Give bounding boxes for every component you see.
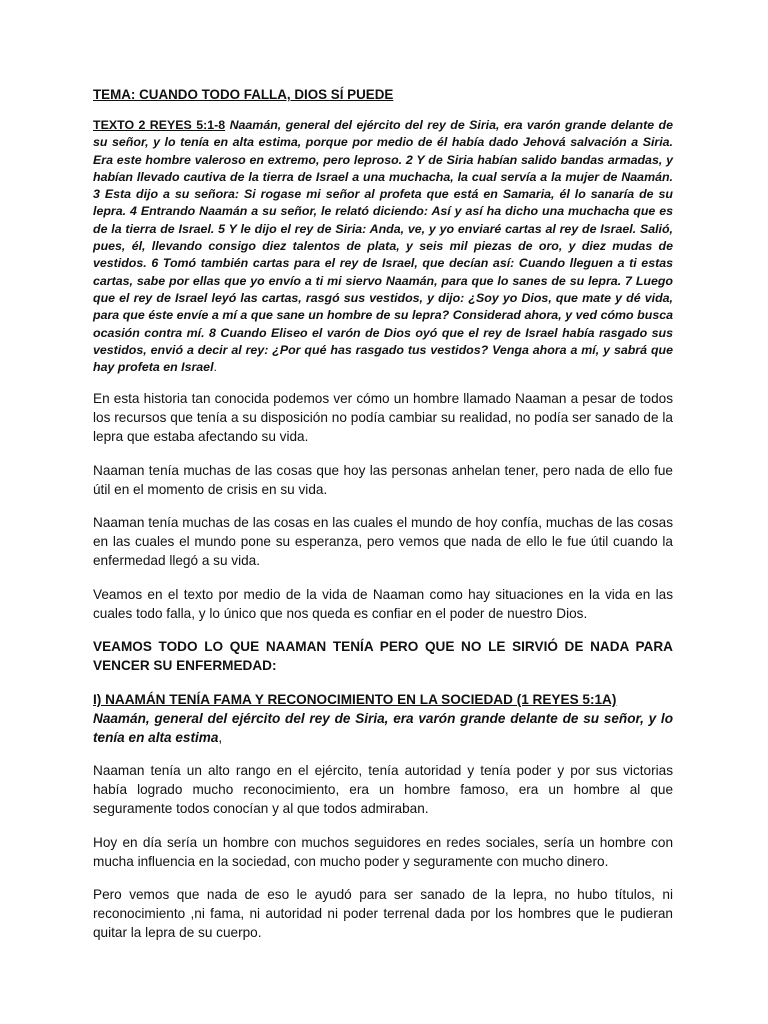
paragraph-4: Veamos en el texto por medio de la vida de Naaman como hay situaciones en la vida en las cuales todo falla, y lo único que nos queda es confiar en el poder de nuestro Dios. (93, 586, 673, 621)
paragraph-1: En esta historia tan conocida podemos ver cómo un hombre llamado Naaman a pesar de todos los recursos que tenía a su disposición no podía cambiar su realidad, no podía ser sanado de la lepra que estaba afectando su vida. (93, 391, 673, 445)
document-page (93, 86, 673, 958)
section-1-quote: Naamán, general del ejército del rey de Siria, era varón grande delante de su señor, y lo tenía en alta estima (93, 710, 673, 745)
scripture-text: Naamán, general del ejército del rey de Siria, era varón grande delante de su señor, y lo tenía en alta estima, porque por medio de él había dado Jehová salvación a Siria. Era este hombre valeroso en extremo, pero leproso. 2 Y de Siria habían salido bandas armadas, y habían llevado cautiva de la tierra de Israel a una muchacha, la cual servía a la mujer de Naamán. 3 Esta dijo a su señora: Si rogase mi señor al profeta que está en Samaria, él lo sanaría de su lepra. 4 Entrando Naamán a su señor, le relató diciendo: Así y así ha dicho una muchacha que es de la tierra de Israel. 5 Y le dijo el rey de Siria: Anda, ve, y yo enviaré cartas al rey de Israel. Salió, pues, él, llevando consigo diez talentos de plata, y seis mil piezas de oro, y diez mudas de vestidos. 6 Tomó también cartas para el rey de Israel, que decían así: Cuando lleguen a ti estas cartas, sabe por ellas que yo envío a ti mi siervo Naamán, para que lo sanes de su lepra. 7 Luego que el rey de Israel leyó las cartas, rasgó sus vestidos, y dijo: ¿Soy yo Dios, que mate y dé vida, para que éste envíe a mí a que sane un hombre de su lepra? Considerad ahora, y ved cómo busca ocasión contra mí. 8 Cuando Eliseo el varón de Dios oyó que el rey de Israel había rasgado sus vestidos, envió a decir al rey: ¿Por qué has rasgado tus vestidos? Venga ahora a mí, y sabrá que hay profeta en Israel (93, 118, 674, 375)
document-title: TEMA: CUANDO TODO FALLA, DIOS SÍ PUEDE (93, 87, 394, 102)
paragraph-7: Pero vemos que nada de eso le ayudó para ser sanado de la lepra, no hubo títulos, ni reconocimiento ,ni fama, ni autoridad ni poder terrenal dada por los hombres que le pudieran quitar la lepra de su cuerpo. (93, 887, 673, 940)
section-1 (93, 691, 673, 747)
paragraph-6: Hoy en día sería un hombre con muchos seguidores en redes sociales, sería un hombre con mucha influencia en la sociedad, con mucho poder y seguramente con mucho dinero. (93, 834, 673, 869)
paragraph-5: Naaman tenía un alto rango en el ejército, tenía autoridad y tenía poder y por sus victorias había logrado mucho reconocimiento, era un hombre famoso, era un hombre al que seguramente todos conocían y al que todos admiraban. (93, 763, 673, 816)
section-heading: VEAMOS TODO LO QUE NAAMAN TENÍA PERO QUE NO LE SIRVIÓ DE NADA PARA VENCER SU ENFERMEDAD: (93, 639, 673, 674)
scripture-reference: TEXTO 2 REYES 5:1-8 (93, 118, 226, 132)
section-1-title: I) NAAMÁN TENÍA FAMA Y RECONOCIMIENTO EN LA SOCIEDAD (1 REYES 5:1A) (93, 692, 617, 708)
paragraph-2: Naaman tenía muchas de las cosas que hoy las personas anhelan tener, pero nada de ello fue útil en el momento de crisis en su vida. (93, 462, 673, 497)
scripture-passage (93, 117, 673, 376)
paragraph-3: Naaman tenía muchas de las cosas en las cuales el mundo de hoy confía, muchas de las cosas en las cuales el mundo pone su esperanza, pero vemos que nada de ello le fue útil cuando la enfermedad llegó a su vida. (93, 515, 673, 569)
section-1-quote-end: , (218, 729, 223, 745)
scripture-end: . (213, 360, 217, 375)
